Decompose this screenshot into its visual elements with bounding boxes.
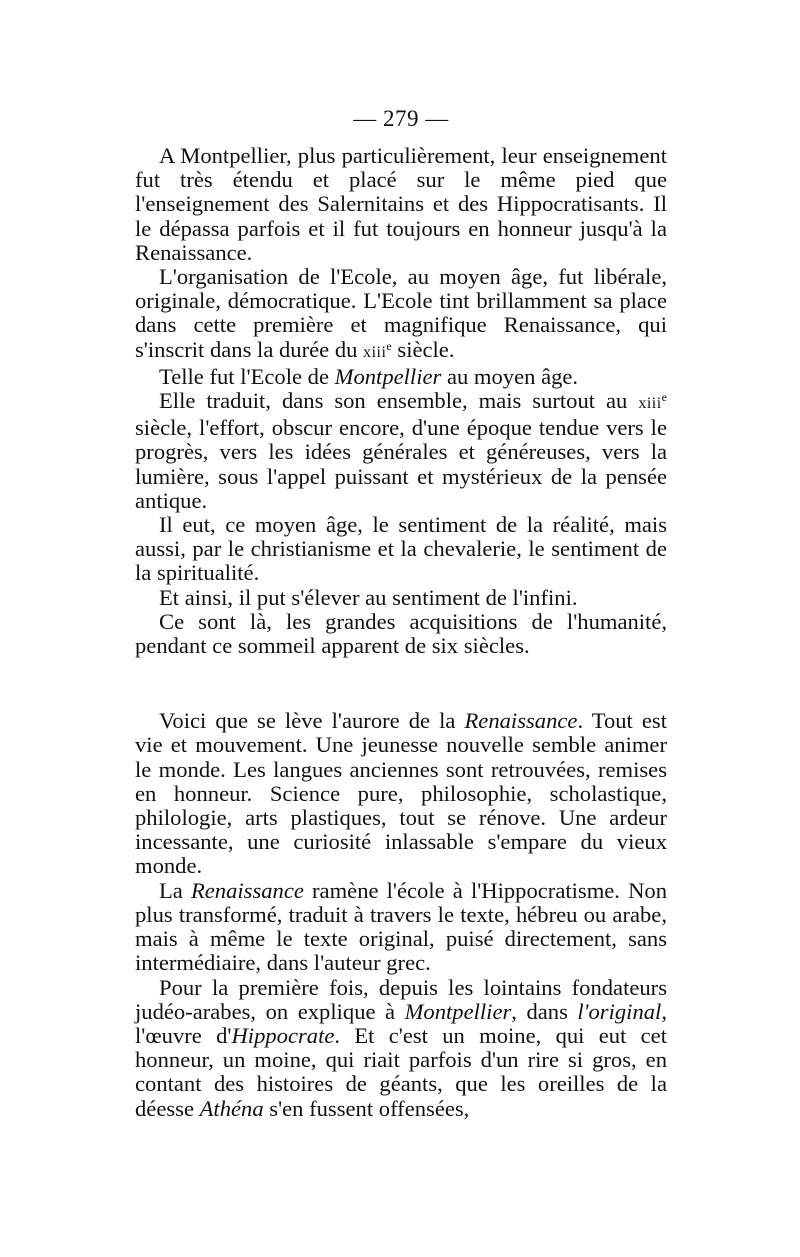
book-page — [135, 104, 667, 1121]
section-middle-ages — [135, 144, 667, 658]
paragraph: Ce sont là, les grandes acquisitions de l'humanité, pendant ce sommeil apparent de six siècles. — [135, 608, 667, 659]
paragraph: Et ainsi, il put s'élever au sentiment de l'infini. — [159, 584, 578, 610]
century-numeral: xiii — [638, 395, 662, 413]
paragraph: Elle traduit, dans son ensemble, mais surtout au xiii$^e$ siècle, l'effort, obscur encore, d'une époque tendue vers le progrès, vers les idées générales et généreuses, vers la lumière, sous l'appel puissant et mystérieux de la pensée antique. — [135, 388, 667, 513]
page-number: — 279 — — [353, 106, 449, 131]
paragraph: Telle fut l'Ecole de Montpellier au moyen âge. — [159, 363, 579, 389]
italic-term: Montpellier — [334, 363, 442, 389]
section-gap — [135, 658, 667, 709]
paragraph: La Renaissance ramène l'école à l'Hippocratisme. Non plus transformé, traduit à travers le texte, hébreu ou arabe, mais à même le texte original, puisé directement, sans intermédiaire, dans l'auteur grec. — [135, 877, 667, 976]
paragraph: Il eut, ce moyen âge, le sentiment de la réalité, mais aussi, par le christianisme et la chevalerie, le sentiment de la spiritualité. — [135, 512, 667, 586]
paragraph: L'organisation de l'Ecole, au moyen âge, fut libérale, originale, démocratique. L'Ecole tint brillamment sa place dans cette première et magnifique Renaissance, qui s'inscrit dans la durée du xiii$^e$ siècle. — [135, 264, 667, 362]
italic-term: Montpellier — [404, 998, 512, 1024]
italic-term: l'original — [577, 998, 662, 1024]
superscript: e — [661, 390, 667, 405]
italic-term: Athéna — [199, 1095, 264, 1121]
section-renaissance — [135, 709, 667, 1120]
paragraph: A Montpellier, plus particulièrement, leur enseignement fut très étendu et placé sur le même pied que l'enseignement des Salernitains et des Hippocratisants. Il le dépassa parfois et il fut toujours en honneur jusqu'à la Renaissance. — [135, 143, 667, 265]
paragraph: Voici que se lève l'aurore de la Renaissance. Tout est vie et mouvement. Une jeunesse nouvelle semble animer le monde. Les langues anciennes sont retrouvées, remises en honneur. Science pure, philosophie, scholastique, philologie, arts plastiques, tout se rénove. Une ardeur incessante, une curiosité inlassable s'empare du vieux monde. — [135, 708, 668, 879]
italic-term: Renaissance — [190, 877, 304, 903]
superscript: e — [386, 338, 392, 353]
century-numeral: xiii — [363, 343, 387, 361]
italic-term: Hippocrate — [231, 1022, 335, 1048]
italic-term: Renaissance — [464, 708, 578, 734]
paragraph: Pour la première fois, depuis les lointains fondateurs judéo-arabes, on explique à Montpellier, dans l'original, l'œuvre d'Hippocrate. Et c'est un moine, qui eut cet honneur, un moine, qui riait parfois d'un rire si gros, en contant des histoires de géants, que les oreilles de la déesse Athéna s'en fussent offensées, — [135, 974, 667, 1121]
